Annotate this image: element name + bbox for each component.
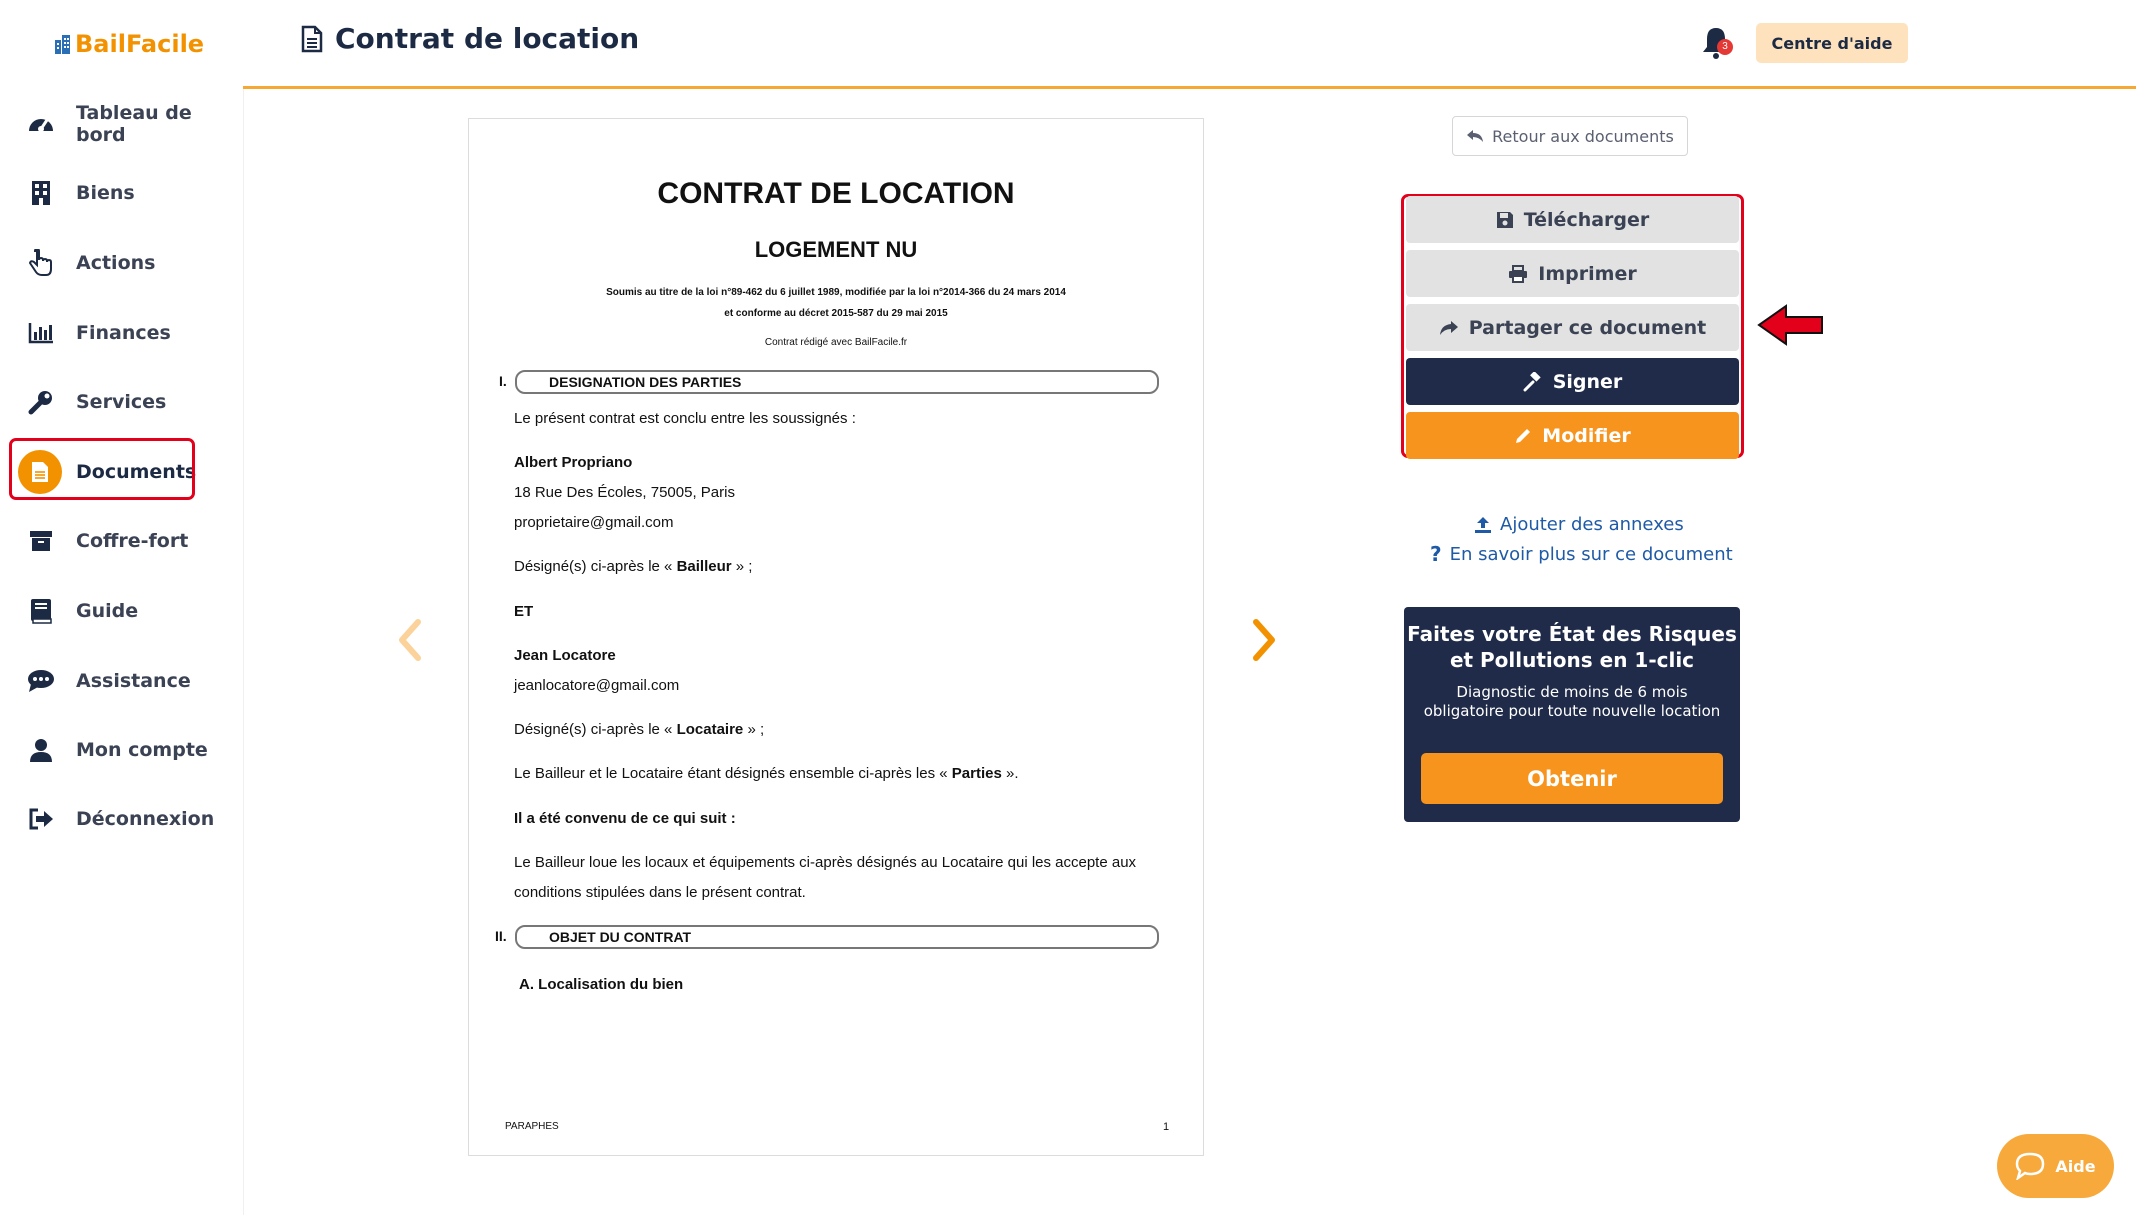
sidebar-item-biens[interactable]	[0, 167, 243, 219]
document-outline-icon	[301, 25, 323, 53]
designation-suffix: » ;	[735, 558, 753, 575]
agreement-heading: Il a été convenu de ce qui suit :	[514, 810, 736, 827]
print-label: Imprimer	[1538, 262, 1637, 285]
sidebar-item-services[interactable]	[0, 376, 243, 428]
rent-clause-line-1: Le Bailleur loue les locaux et équipements ci-après désignés au Locataire qui les accepte aux	[514, 854, 1137, 871]
promo-heading-line-2: et Pollutions en 1-clic	[1449, 648, 1695, 672]
sidebar-item-deconnexion[interactable]	[0, 793, 243, 845]
edit-button[interactable]	[1406, 412, 1739, 459]
back-to-documents-button[interactable]	[1452, 116, 1688, 156]
app-logo[interactable]	[54, 30, 204, 58]
landlord-role: Bailleur	[676, 558, 732, 575]
document-intro: Le présent contrat est conclu entre les soussignés :	[514, 410, 856, 427]
document-subtitle: LOGEMENT NU	[754, 237, 918, 262]
learn-more-label: En savoir plus sur ce document	[1449, 543, 1733, 565]
tenant-email: jeanlocatore@gmail.com	[514, 677, 680, 694]
archive-box-icon	[26, 526, 56, 556]
designation-prefix: Désigné(s) ci-après le «	[514, 558, 673, 575]
sidebar-item-label: Actions	[76, 252, 156, 274]
section-number: II.	[495, 928, 507, 944]
edit-label: Modifier	[1542, 424, 1631, 447]
printer-icon	[1508, 265, 1528, 283]
pointer-hand-icon	[26, 248, 56, 278]
section-box	[515, 370, 1159, 394]
bar-chart-icon	[26, 318, 56, 348]
document-legal-line-2: et conforme au décret 2015-587 du 29 mai 2015	[724, 308, 948, 319]
parties-suffix: ».	[1005, 765, 1019, 782]
print-button[interactable]	[1406, 250, 1739, 297]
landlord-designation	[514, 558, 752, 575]
sidebar-item-label: Documents	[76, 461, 197, 483]
tenant-role: Locataire	[676, 721, 744, 738]
sidebar-item-guide[interactable]	[0, 585, 243, 637]
section-number: I.	[499, 373, 507, 389]
gavel-icon	[1523, 372, 1543, 392]
section-title: OBJET DU CONTRAT	[549, 929, 692, 945]
sidebar-item-label: Assistance	[76, 670, 191, 692]
notification-count-badge: 3	[1717, 39, 1733, 55]
document-et: ET	[514, 603, 534, 620]
add-annexes-label: Ajouter des annexes	[1500, 514, 1684, 535]
next-page-arrow-icon[interactable]	[1244, 610, 1284, 670]
highlight-frame-documents	[9, 438, 195, 500]
landlord-email: proprietaire@gmail.com	[514, 514, 674, 531]
sidebar-item-label: Mon compte	[76, 739, 208, 761]
tenant-name: Jean Locatore	[514, 647, 616, 664]
question-mark-icon: ?	[1430, 542, 1442, 566]
sidebar-item-actions[interactable]	[0, 237, 243, 289]
download-button[interactable]	[1406, 196, 1739, 243]
floppy-disk-icon	[1496, 211, 1514, 229]
page-title	[301, 22, 639, 55]
parties-prefix: Le Bailleur et le Locataire étant désignés ensemble ci-après les «	[514, 765, 948, 782]
section-title: DESIGNATION DES PARTIES	[549, 374, 742, 390]
designation-prefix: Désigné(s) ci-après le «	[514, 721, 673, 738]
obtain-button[interactable]: Obtenir	[1421, 753, 1723, 804]
document-title: CONTRAT DE LOCATION	[657, 177, 1015, 210]
red-pointer-arrow-icon	[1756, 302, 1826, 348]
promo-heading	[1404, 621, 1740, 673]
page-number: 1	[1163, 1121, 1170, 1133]
rent-clause-line-2: conditions stipulées dans le présent contrat.	[514, 884, 806, 901]
help-center-button[interactable]: Centre d'aide	[1756, 23, 1908, 63]
sidebar-item-label: Guide	[76, 600, 139, 622]
landlord-address: 18 Rue Des Écoles, 75005, Paris	[514, 484, 735, 501]
parties-definition	[514, 765, 1019, 782]
logout-icon	[26, 804, 56, 834]
sidebar-item-label: Tableau de bord	[76, 102, 192, 146]
parties-word: Parties	[951, 765, 1002, 782]
reply-arrow-icon	[1466, 129, 1484, 143]
top-header	[243, 0, 2136, 89]
sidebar-item-finances[interactable]	[0, 307, 243, 359]
share-document-button[interactable]	[1406, 304, 1739, 351]
user-icon	[26, 735, 56, 765]
sidebar-item-label: Services	[76, 391, 167, 413]
chat-bubble-icon	[26, 666, 56, 696]
upload-icon	[1474, 516, 1492, 534]
add-annexes-link[interactable]	[1474, 514, 1684, 535]
document-preview[interactable]	[468, 118, 1204, 1156]
wrench-icon	[26, 387, 56, 417]
sidebar-item-tableau-de-bord[interactable]	[0, 98, 243, 150]
share-label: Partager ce document	[1468, 316, 1707, 339]
footer-initials-label: PARAPHES	[505, 1121, 559, 1132]
document-credit: Contrat rédigé avec BailFacile.fr	[764, 337, 908, 348]
sidebar	[0, 0, 244, 1215]
share-arrow-icon	[1439, 320, 1459, 336]
download-label: Télécharger	[1523, 208, 1650, 231]
sidebar-item-coffre-fort[interactable]	[0, 515, 243, 567]
previous-page-arrow-icon[interactable]	[390, 610, 430, 670]
promo-text-line-2: obligatoire pour toute nouvelle location	[1423, 702, 1721, 720]
sidebar-item-label: Coffre-fort	[76, 530, 189, 552]
sidebar-item-label: Déconnexion	[76, 808, 215, 830]
promo-text	[1404, 683, 1740, 721]
building-logo-icon	[54, 34, 71, 54]
tenant-designation	[514, 721, 764, 738]
landlord-name: Albert Propriano	[514, 454, 633, 471]
learn-more-link[interactable]	[1430, 542, 1733, 566]
building-icon	[26, 178, 56, 208]
document-legal-line-1: Soumis au titre de la loi n°89-462 du 6 juillet 1989, modifiée par la loi n°2014-366 du 24 mars 2014	[606, 287, 1066, 298]
sign-label: Signer	[1552, 370, 1623, 393]
section-heading-1	[499, 370, 1159, 394]
aide-label: Aide	[2055, 1156, 2096, 1176]
chat-bubble-outline-icon	[2015, 1152, 2045, 1180]
sign-button[interactable]	[1406, 358, 1739, 405]
promo-text-line-1: Diagnostic de moins de 6 mois	[1456, 683, 1688, 701]
back-button-label: Retour aux documents	[1492, 126, 1674, 146]
subsection-a: A. Localisation du bien	[519, 976, 684, 993]
help-chat-widget[interactable]	[1997, 1134, 2114, 1198]
sidebar-item-assistance[interactable]	[0, 655, 243, 707]
sidebar-item-mon-compte[interactable]	[0, 724, 243, 776]
book-icon	[26, 596, 56, 626]
page-title-text: Contrat de location	[335, 22, 640, 55]
section-box	[515, 925, 1159, 949]
dashboard-gauge-icon	[26, 109, 56, 139]
sidebar-item-label: Biens	[76, 182, 135, 204]
logo-text: BailFacile	[75, 30, 205, 58]
promo-heading-line-1: Faites votre État des Risques	[1407, 622, 1737, 646]
section-heading-2	[495, 925, 1159, 949]
promo-card	[1404, 607, 1740, 822]
sidebar-item-label: Finances	[76, 322, 171, 344]
designation-suffix: » ;	[747, 721, 765, 738]
pencil-icon	[1514, 427, 1532, 445]
